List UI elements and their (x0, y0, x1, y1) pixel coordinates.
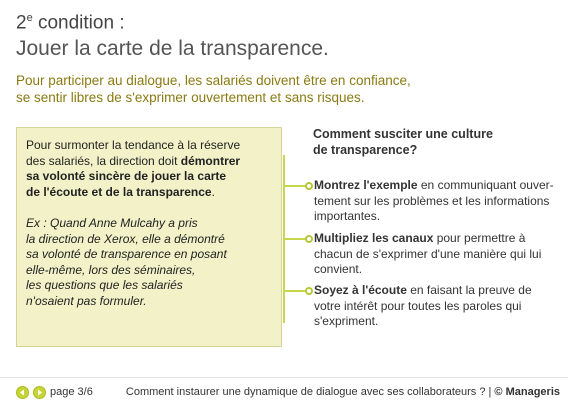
next-page-button[interactable] (33, 386, 46, 399)
footer-divider (0, 377, 568, 378)
page-title: Jouer la carte de la transparence. (16, 37, 329, 60)
advice-item-rest: en communiquant ouver- (417, 178, 554, 192)
example-line: n'osaient pas formuler. (26, 293, 147, 308)
context-line-3-bold: sa volonté sincère de jouer la carte (26, 169, 227, 183)
condition-number: 2 (16, 12, 27, 34)
intro-line-2: se sentir libres de s'exprimer ouvertement et sans risques. (16, 90, 365, 105)
advice-item-rest: en faisant la preuve de (406, 283, 532, 297)
example-line: la direction de Xerox, elle a démontré (26, 231, 225, 246)
condition-ordinal: e (26, 12, 33, 24)
footer-brand: © Manageris (494, 386, 560, 398)
arrow-left-icon (17, 387, 28, 398)
context-line-4 (26, 185, 271, 201)
question-heading (313, 126, 493, 158)
advice-item-line: votre intérêt pour toutes les paroles qui (314, 298, 522, 313)
advice-item-line: chacun de s'exprimer d'une manière qui lui (314, 246, 542, 261)
advice-item-canaux (314, 231, 554, 278)
context-line-3 (26, 169, 271, 185)
advice-item-line: tement sur les problèmes et les informations (314, 193, 550, 208)
bullet-dot-2 (305, 235, 313, 243)
example-line: elle-même, lors des séminaires, (26, 262, 196, 277)
intro-text (16, 72, 556, 106)
condition-label: condition : (32, 12, 125, 34)
prev-page-button[interactable] (16, 386, 29, 399)
example-line: sa volonté de transparence en posant (26, 247, 227, 261)
advice-item-line: importantes. (314, 209, 381, 223)
advice-item-line: s'expriment. (314, 314, 379, 328)
question-line-2: de transparence? (313, 143, 418, 157)
bullet-dot-3 (305, 287, 313, 295)
advice-item-bold: Multipliez les canaux (314, 231, 434, 245)
advice-item-exemple (314, 178, 554, 225)
context-line-4-tail: . (211, 184, 215, 199)
bullet-dot-1 (305, 182, 313, 190)
advice-item-bold: Montrez l'exemple (314, 178, 418, 192)
context-line-2-bold: démontrer (180, 153, 241, 168)
advice-item-first-line (314, 283, 554, 299)
advice-item-first-line (314, 231, 554, 247)
advice-item-first-line (314, 178, 554, 194)
condition-heading (16, 12, 125, 34)
context-line-1: Pour surmonter la tendance à la réserve (26, 138, 241, 152)
example-text (26, 216, 271, 309)
advice-item-ecoute (314, 283, 554, 330)
advice-item-line: convient. (314, 262, 363, 276)
advice-item-bold: Soyez à l'écoute (314, 283, 407, 297)
advice-item-rest: pour permettre à (433, 231, 526, 245)
example-line: les questions que les salariés (26, 278, 183, 292)
page-indicator: page 3/6 (50, 386, 93, 398)
intro-line-1: Pour participer au dialogue, les salariés doivent être en confiance, (16, 73, 411, 88)
footer-caption (126, 386, 560, 398)
context-line-2-normal: des salariés, la direction doit (26, 153, 181, 168)
context-line-4-bold: de l'écoute et de la transparence (26, 184, 212, 199)
arrow-right-icon (34, 387, 45, 398)
context-main-text (26, 138, 271, 200)
footer-caption-text: Comment instaurer une dynamique de dialogue avec ses collaborateurs ? | (125, 386, 495, 398)
context-line-2 (26, 154, 271, 170)
context-box (16, 127, 282, 347)
example-line: Ex : Quand Anne Mulcahy a pris (26, 216, 198, 230)
question-line-1: Comment susciter une culture (313, 127, 493, 141)
